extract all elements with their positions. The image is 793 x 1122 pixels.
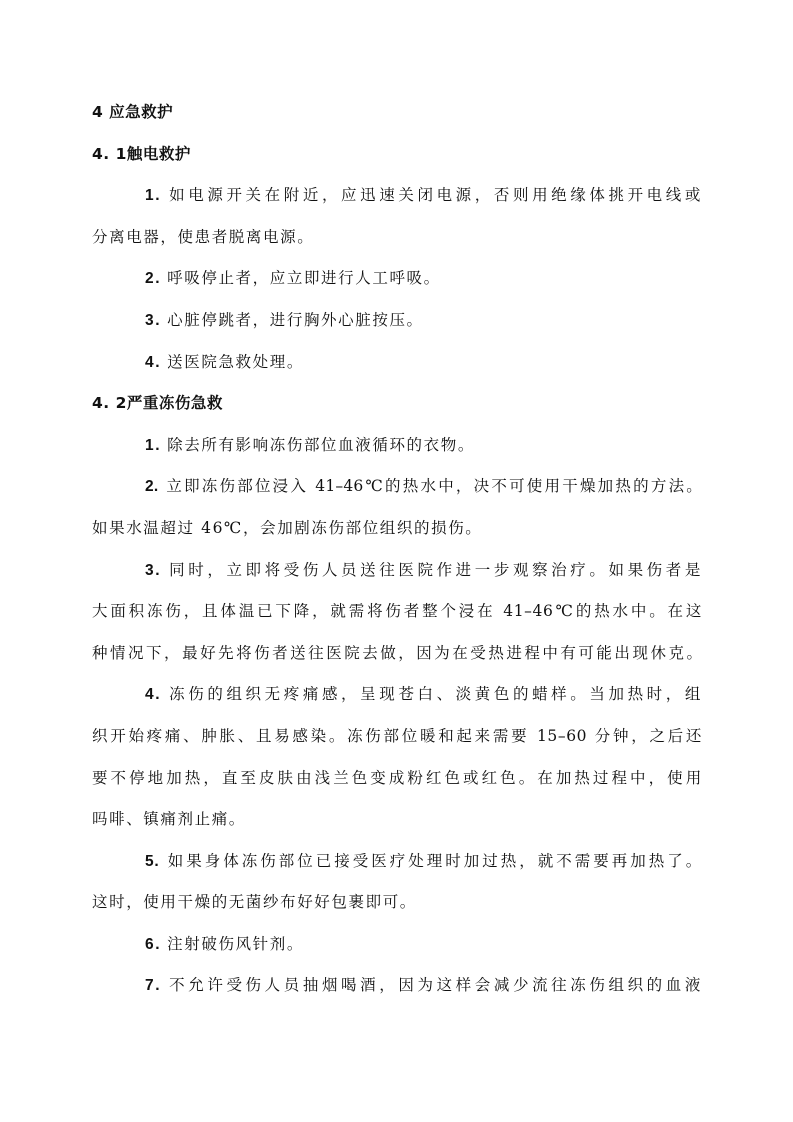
item-text: 如电源开关在附近，应迅速关闭电源，否则用绝缘体挑开电线或 xyxy=(167,186,702,205)
item-number: 5. xyxy=(145,852,160,870)
list-item xyxy=(92,970,702,1012)
heading-electric-shock-rescue: 4. 1触电救护 xyxy=(92,144,191,163)
item-text: 同时，立即将受伤人员送往医院作进一步观察治疗。如果伤者是 xyxy=(167,560,702,579)
item-text: 呼吸停止者，应立即进行人工呼吸。 xyxy=(167,269,441,288)
list-item xyxy=(92,846,702,888)
heading-severe-frostbite-rescue: 4. 2严重冻伤急救 xyxy=(92,394,223,413)
list-item xyxy=(92,305,702,347)
item-number: 4. xyxy=(145,686,162,704)
item-text: 不允许受伤人员抽烟喝酒，因为这样会减少流往冻伤组织的血液 xyxy=(167,976,702,995)
item-number: 1. xyxy=(145,187,162,205)
item-text: 注射破伤风针剂。 xyxy=(167,934,304,953)
list-item xyxy=(92,555,702,597)
item-text: 送医院急救处理。 xyxy=(167,352,304,371)
item-number: 6. xyxy=(145,935,162,953)
list-item-continuation: 织开始疼痛、肿胀、且易感染。冻伤部位暖和起来需要 15–60 分钟，之后还 xyxy=(92,726,702,745)
list-item xyxy=(92,347,702,389)
list-item xyxy=(92,180,702,222)
item-number: 2. xyxy=(145,270,162,288)
list-item xyxy=(92,430,702,472)
item-text: 如果身体冻伤部位已接受医疗处理时加过热，就不需要再加热了。 xyxy=(165,851,702,870)
item-number: 3. xyxy=(145,311,162,329)
list-item-continuation: 种情况下，最好先将伤者送往医院去做，因为在受热进程中有可能出现休克。 xyxy=(92,643,702,662)
list-item-continuation: 大面积冻伤，且体温已下降，就需将伤者整个浸在 41–46℃的热水中。在这 xyxy=(92,602,702,621)
list-item-continuation: 要不停地加热，直至皮肤由浅兰色变成粉红色或红色。在加热过程中，使用 xyxy=(92,768,702,787)
list-item-continuation: 如果水温超过 46℃，会加剧冻伤部位组织的损伤。 xyxy=(92,518,483,537)
item-text: 立即冻伤部位浸入 41–46℃的热水中，决不可使用干燥加热的方法。 xyxy=(164,477,702,496)
heading-emergency-rescue: 4 应急救护 xyxy=(92,103,174,121)
item-text: 除去所有影响冻伤部位血液循环的衣物。 xyxy=(167,435,475,454)
item-number: 1. xyxy=(145,436,162,454)
item-text: 心脏停跳者，进行胸外心脏按压。 xyxy=(167,310,424,329)
list-item-continuation: 分离电器，使患者脱离电源。 xyxy=(92,227,315,246)
list-item xyxy=(92,679,702,721)
list-item xyxy=(92,471,702,513)
item-number: 2. xyxy=(145,478,159,496)
item-number: 7. xyxy=(145,977,162,995)
list-item-continuation: 这时，使用干燥的无菌纱布好好包裹即可。 xyxy=(92,893,417,912)
document-page xyxy=(92,97,702,1012)
item-number: 4. xyxy=(145,353,162,371)
list-item-continuation: 吗啡、镇痛剂止痛。 xyxy=(92,810,246,829)
list-item xyxy=(92,263,702,305)
list-item xyxy=(92,929,702,971)
item-number: 3. xyxy=(145,561,162,579)
item-text: 冻伤的组织无疼痛感，呈现苍白、淡黄色的蜡样。当加热时，组 xyxy=(167,685,702,704)
